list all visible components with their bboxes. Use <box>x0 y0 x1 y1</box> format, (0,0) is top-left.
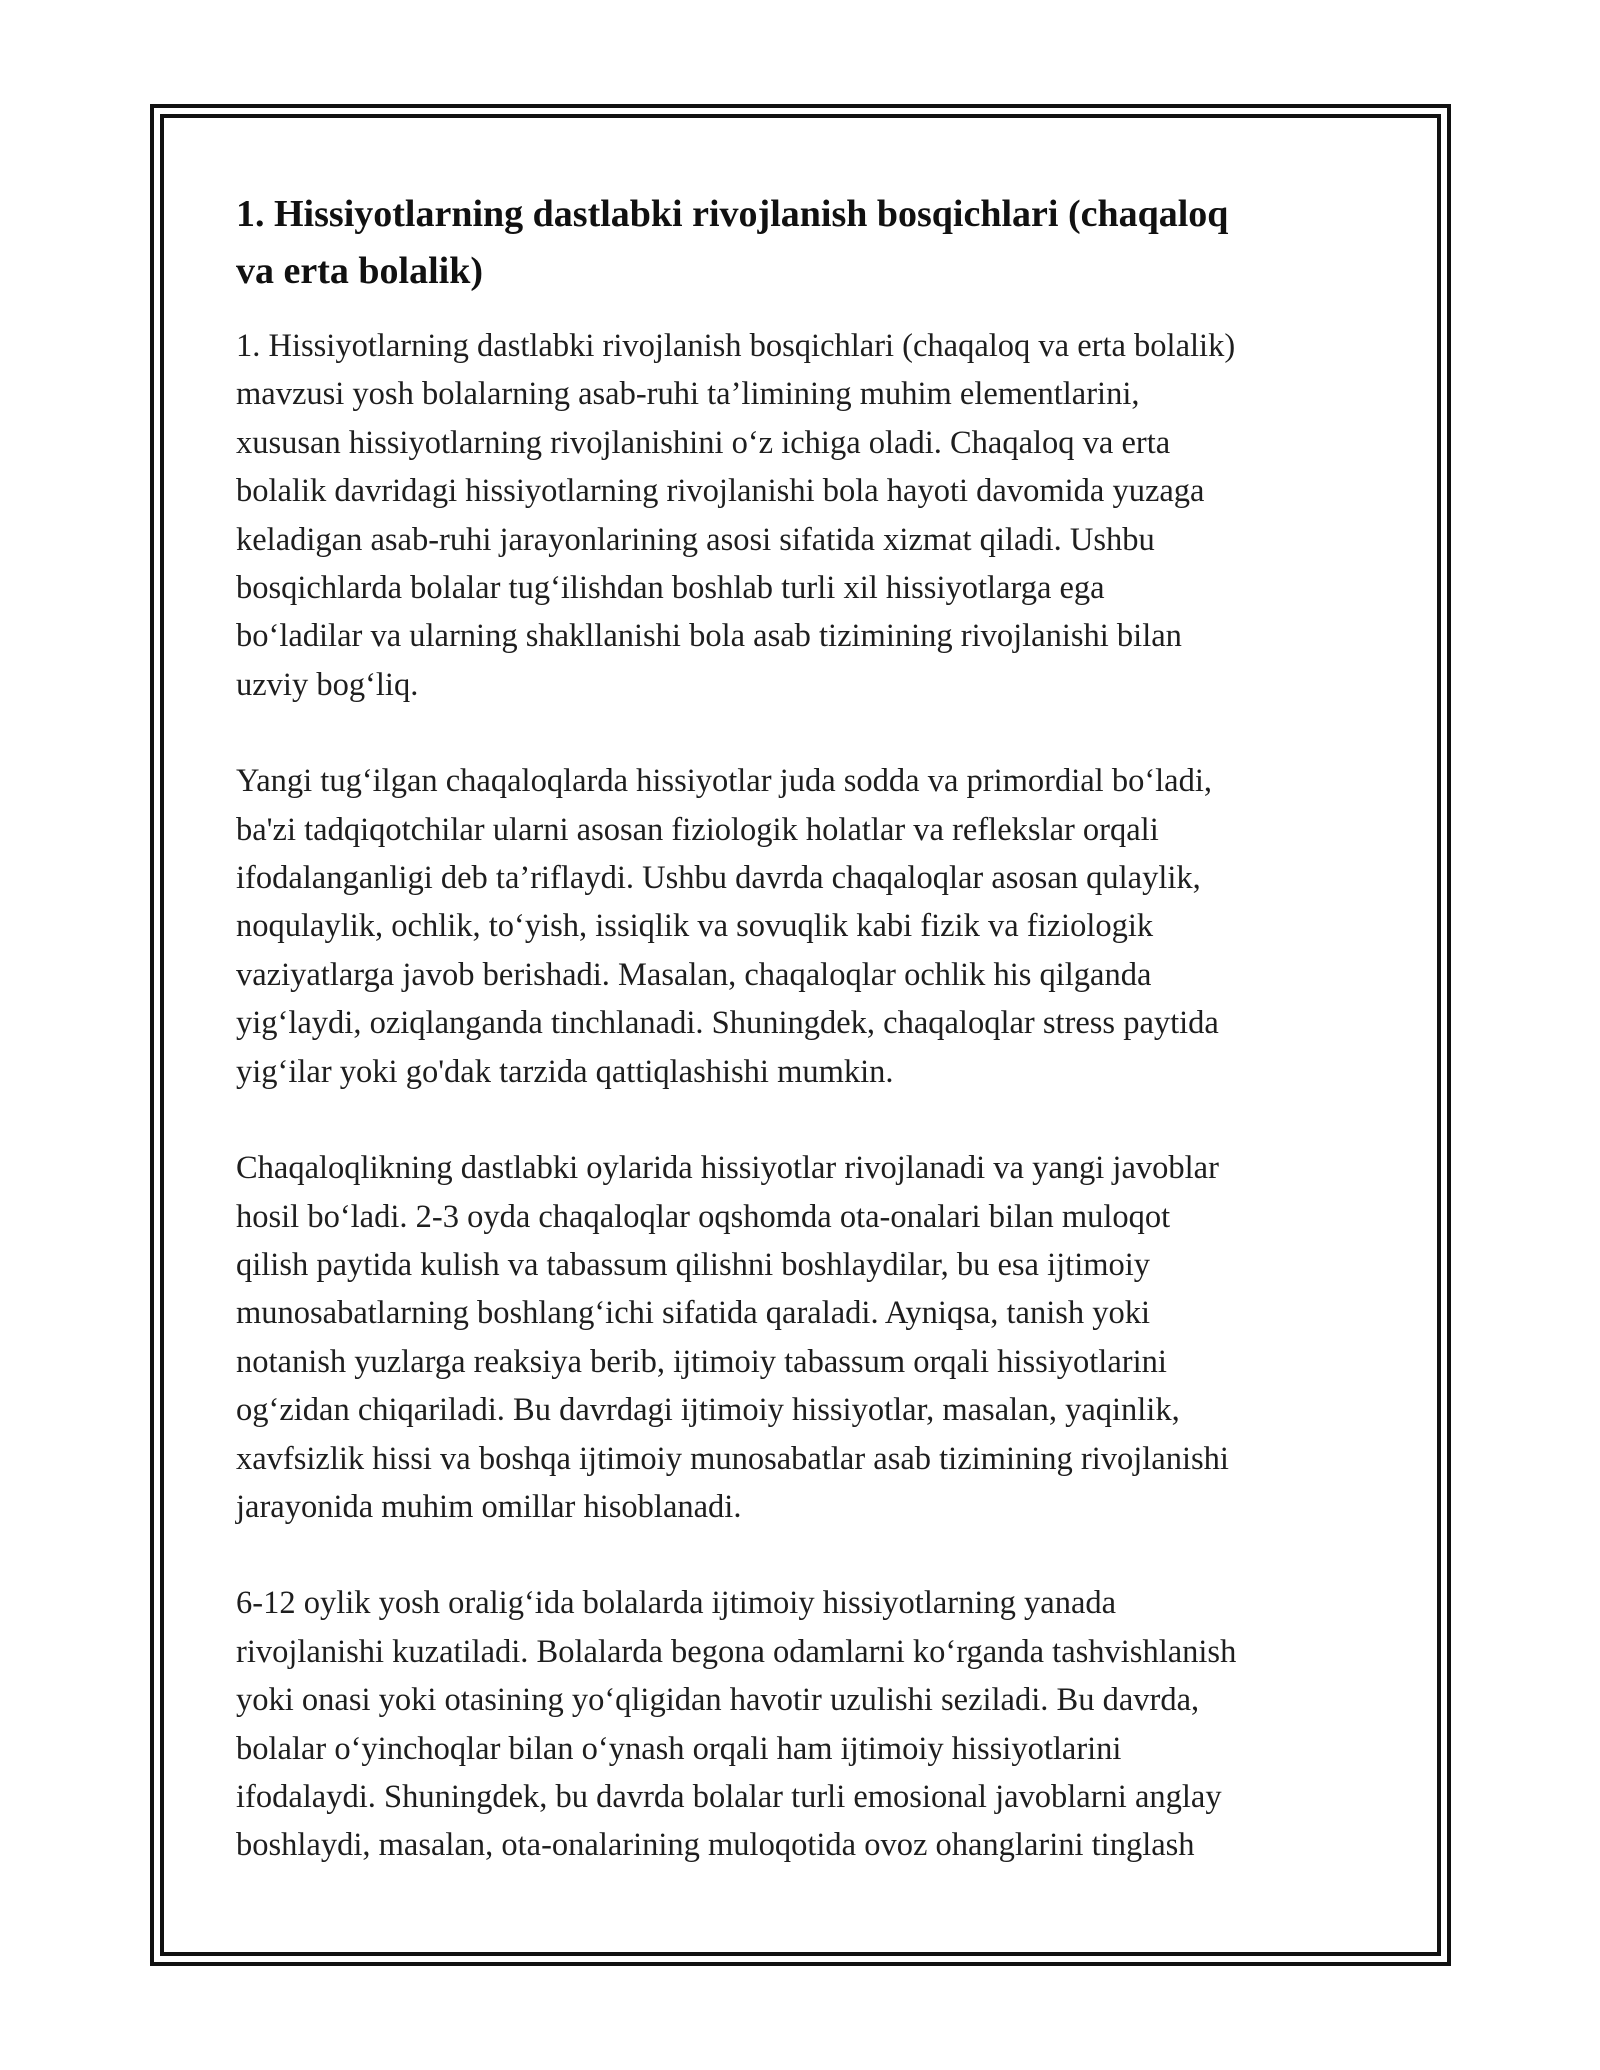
paragraph-3: Chaqaloqlikning dastlabki oylarida hissiyotlar rivojlanadi va yangi javoblar hosil bo‘ladi. 2-3 oyda chaqaloqlar oqshomda ota-onalari bilan muloqot qilish paytida kulish va tabassum qilishni boshlaydilar, bu esa ijtimoiy munosabatlarning boshlang‘ichi sifatida qaraladi. Ayniqsa, tanish yoki notanish yuzlarga reaksiya berib, ijtimoiy tabassum orqali hissiyotlarini og‘zidan chiqariladi. Bu davrdagi ijtimoiy hissiyotlar, masalan, yaqinlik, xavfsizlik hissi va boshqa ijtimoiy munosabatlar asab tizimining rivojlanishi jarayonida muhim omillar hisoblanadi. <box>236 1150 1229 1525</box>
document-body <box>236 186 1376 1918</box>
section-heading: 1. Hissiyotlarning dastlabki rivojlanish bosqichlari (chaqaloq va erta bolalik) <box>236 193 1229 292</box>
paragraph-4: 6-12 oylik yosh oralig‘ida bolalarda ijtimoiy hissiyotlarning yanada rivojlanishi kuzatiladi. Bolalarda begona odamlarni ko‘rganda tashvishlanish yoki onasi yoki otasining yo‘qligidan havotir uzulishi seziladi. Bu davrda, bolalar o‘yinchoqlar bilan o‘ynash orqali ham ijtimoiy hissiyotlarini ifodalaydi. Shuningdek, bu davrda bolalar turli emosional javoblarni anglay boshlaydi, masalan, ota-onalarining muloqotida ovoz ohanglarini tinglash <box>236 1585 1237 1864</box>
paragraph-2: Yangi tug‘ilgan chaqaloqlarda hissiyotlar juda sodda va primordial bo‘ladi, ba'zi tadqiqotchilar ularni asosan fiziologik holatlar va reflekslar orqali ifodalanganligi deb ta’riflaydi. Ushbu davrda chaqaloqlar asosan qulaylik, noqulaylik, ochlik, to‘yish, issiqlik va sovuqlik kabi fizik va fiziologik vaziyatlarga javob berishadi. Masalan, chaqaloqlar ochlik his qilganda yig‘laydi, oziqlanganda tinchlanadi. Shuningdek, chaqaloqlar stress paytida yig‘ilar yoki go'dak tarzida qattiqlashishi mumkin. <box>236 763 1219 1090</box>
paragraph-1: 1. Hissiyotlarning dastlabki rivojlanish bosqichlari (chaqaloq va erta bolalik) mavzusi yosh bolalarning asab-ruhi ta’limining muhim elementlarini, xususan hissiyotlarning rivojlanishini o‘z ichiga oladi. Chaqaloq va erta bolalik davridagi hissiyotlarning rivojlanishi bola hayoti davomida yuzaga keladigan asab-ruhi jarayonlarining asosi sifatida xizmat qiladi. Ushbu bosqichlarda bolalar tug‘ilishdan boshlab turli xil hissiyotlarga ega bo‘ladilar va ularning shakllanishi bola asab tizimining rivojlanishi bilan uzviy bog‘liq. <box>236 328 1236 703</box>
